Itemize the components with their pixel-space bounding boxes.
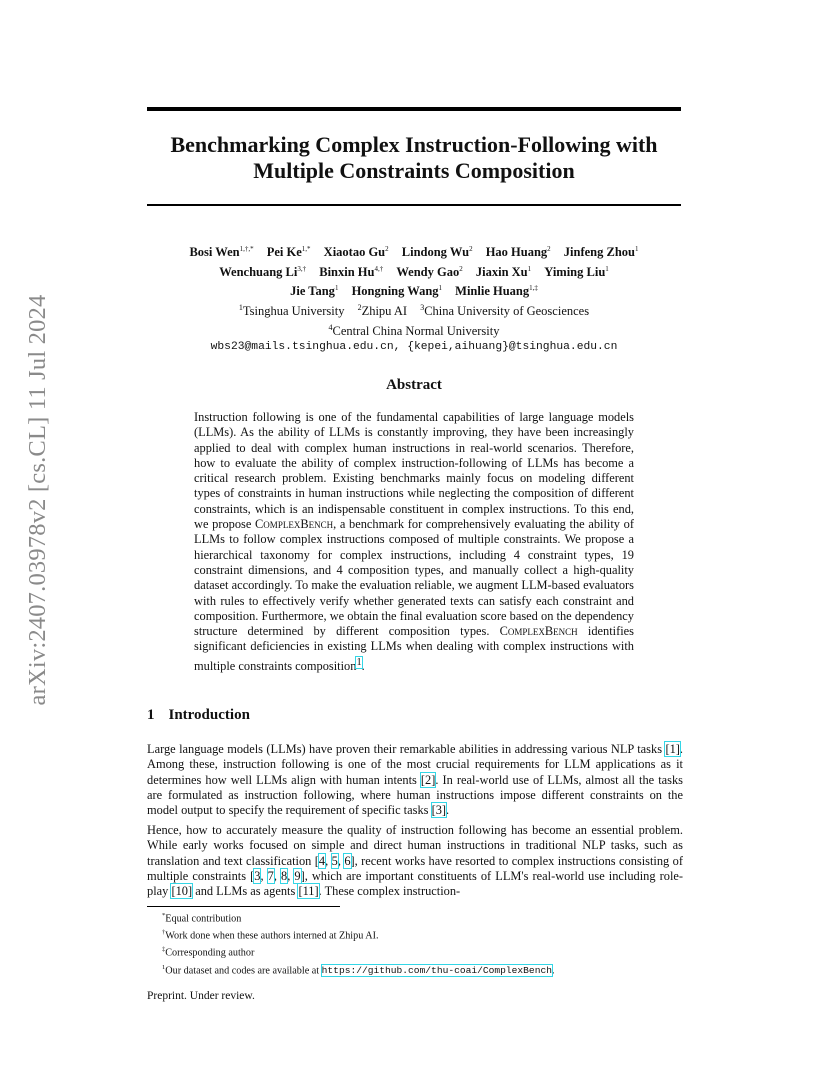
citation-link[interactable]: [1] [665, 742, 680, 756]
arxiv-identifier: arXiv:2407.03978v2 [cs.CL] 11 Jul 2024 [24, 294, 51, 706]
footnotes [162, 909, 555, 978]
section-heading [147, 707, 250, 724]
affiliation: $^3$China University of Geosciences [420, 302, 590, 319]
citation-link[interactable]: 5 [331, 853, 338, 868]
intro-paragraph-1: Large language models (LLMs) have proven their remarkable abilities in addressing various NLP tasks [1]. Among these, instruction following is one of the most crucial requirements for LLM applications as it determines how well LLMs align with human intents [2]. In real-world use of LLMs, almost all the tasks are formulated as instruction following, where human instructions impose different constraints on the model output to specify the requirement of specific tasks [3]. [147, 742, 684, 818]
citation-link[interactable]: [2] [420, 772, 436, 787]
author: Xiaotao Gu$^2$ [323, 245, 389, 260]
footnote-rule [147, 906, 340, 907]
affiliations-line-1 [147, 300, 681, 320]
author: Jinfeng Zhou$^1$ [563, 245, 639, 260]
footnote: †Work done when these authors interned at Zhipu AI. [162, 929, 379, 942]
affiliations-line-2 [147, 320, 681, 340]
author-line-3 [147, 280, 681, 300]
title-line-1: Benchmarking Complex Instruction-Following with [170, 132, 658, 157]
citation-link[interactable]: [3] [431, 803, 447, 818]
author-block [147, 241, 681, 356]
author: Bosi Wen$^{1,\dagger,*}$ [189, 245, 254, 260]
abstract-heading: Abstract [386, 377, 442, 393]
author-line-1 [147, 241, 681, 261]
author: Wenchuang $Li^{3,\dagger}$ [219, 264, 307, 279]
title-bottom-rule [147, 204, 681, 206]
author: Lindong Wu$^2$ [401, 245, 473, 260]
footnote-link[interactable]: 1 [356, 656, 362, 668]
author: Pei $Ke^{1,*}$ [266, 245, 311, 260]
author: Yiming Liu$^1$ [544, 264, 609, 279]
citation-link[interactable]: 3 [254, 868, 261, 883]
author: Jiaxin Xu$^1$ [475, 264, 532, 279]
citation-link[interactable]: [10] [171, 884, 193, 899]
author: Jie Tang$^1$ [290, 284, 339, 299]
author: Minlie Huang$^{1,\ddagger}$ [455, 284, 538, 299]
repository-url-link[interactable]: https://github.com/thu-coai/ComplexBench [321, 964, 552, 976]
title-line-2: Multiple Constraints Composition [253, 158, 575, 183]
citation-link[interactable]: 6 [344, 853, 351, 868]
abstract-text: Instruction following is one of the fundamental capabilities of large language models (LLMs). As the ability of LLMs is constantly improving, they have been increasingly applied to deal with complex human instructions in real-world scenarios. Therefore, how to evaluate the ability of complex instruction-following of LLMs has become a critical research problem. Existing benchmarks mainly focus on modeling different types of constraints in human instructions while neglecting the composition of different constraints, which is an indispensable constituent in complex instructions. To this end, we propose ComplexBench, a benchmark for comprehensively evaluating the ability of LLMs to follow complex instructions composed of multiple constraints. We propose a hierarchical taxonomy for complex instructions, including 4 constraint types, 19 constraint dimensions, and 4 composition types, and manually collect a high-quality dataset accordingly. To make the evaluation reliable, we augment LLM-based evaluators with rules to effectively verify whether generated texts can satisfy each constraint and composition. Furthermore, we obtain the final evaluation score based on the dependency structure determined by different composition types. ComplexBench identifies significant deficiencies in existing LLMs when dealing with complex instructions with multiple constraints composition$^1$. [194, 410, 634, 673]
affiliation: $^4$Central China Normal University [328, 322, 500, 338]
benchmark-name: ComplexBench [255, 517, 334, 532]
citation-link[interactable]: 4 [318, 853, 326, 868]
footnote: ‡Corresponding author [162, 946, 255, 959]
author: Hao Huang$^2$ [485, 245, 551, 260]
author: Binxin $Hu^{4,\dagger}$ [319, 264, 384, 279]
title-top-rule [147, 107, 681, 111]
affiliation: $^2$Zhipu AI [357, 302, 408, 319]
author: Wendy Gao$^2$ [396, 264, 463, 279]
author: Hongning Wang$^1$ [351, 284, 443, 299]
author-line-2 [147, 261, 681, 281]
citation-link[interactable]: [11] [298, 884, 319, 899]
preprint-note: Preprint. Under review. [147, 990, 255, 1002]
citation-link[interactable]: 7 [267, 868, 274, 883]
section-title: Introduction [168, 707, 250, 723]
citation-link[interactable]: 8 [280, 868, 288, 883]
citation-link[interactable]: 9 [294, 868, 301, 883]
author-emails: wbs23@mails.tsinghua.edu.cn, {kepei,aihuang}@tsinghua.edu.cn [210, 341, 618, 354]
footnote: *Equal contribution [162, 912, 242, 925]
paper-title [147, 132, 681, 184]
footnote: $^1$Our dataset and codes are available at https://github.com/thu-coai/ComplexBench. [162, 963, 555, 976]
affiliation: $^1$Tsinghua University [238, 302, 345, 319]
intro-paragraph-2: Hence, how to accurately measure the quality of instruction following has become an essential problem. While early works focused on simple and direct human instructions in traditional NLP tasks, such as translation and text classification [4, 5, 6], recent works have resorted to complex instructions consisting of multiple constraints [3, 7, 8, 9], which are important constituents of LLM's real-world use including role-play [10] and LLMs as agents [11]. These complex instruction- [147, 823, 684, 899]
section-number: 1 [147, 707, 155, 723]
benchmark-name: ComplexBench [499, 624, 578, 639]
